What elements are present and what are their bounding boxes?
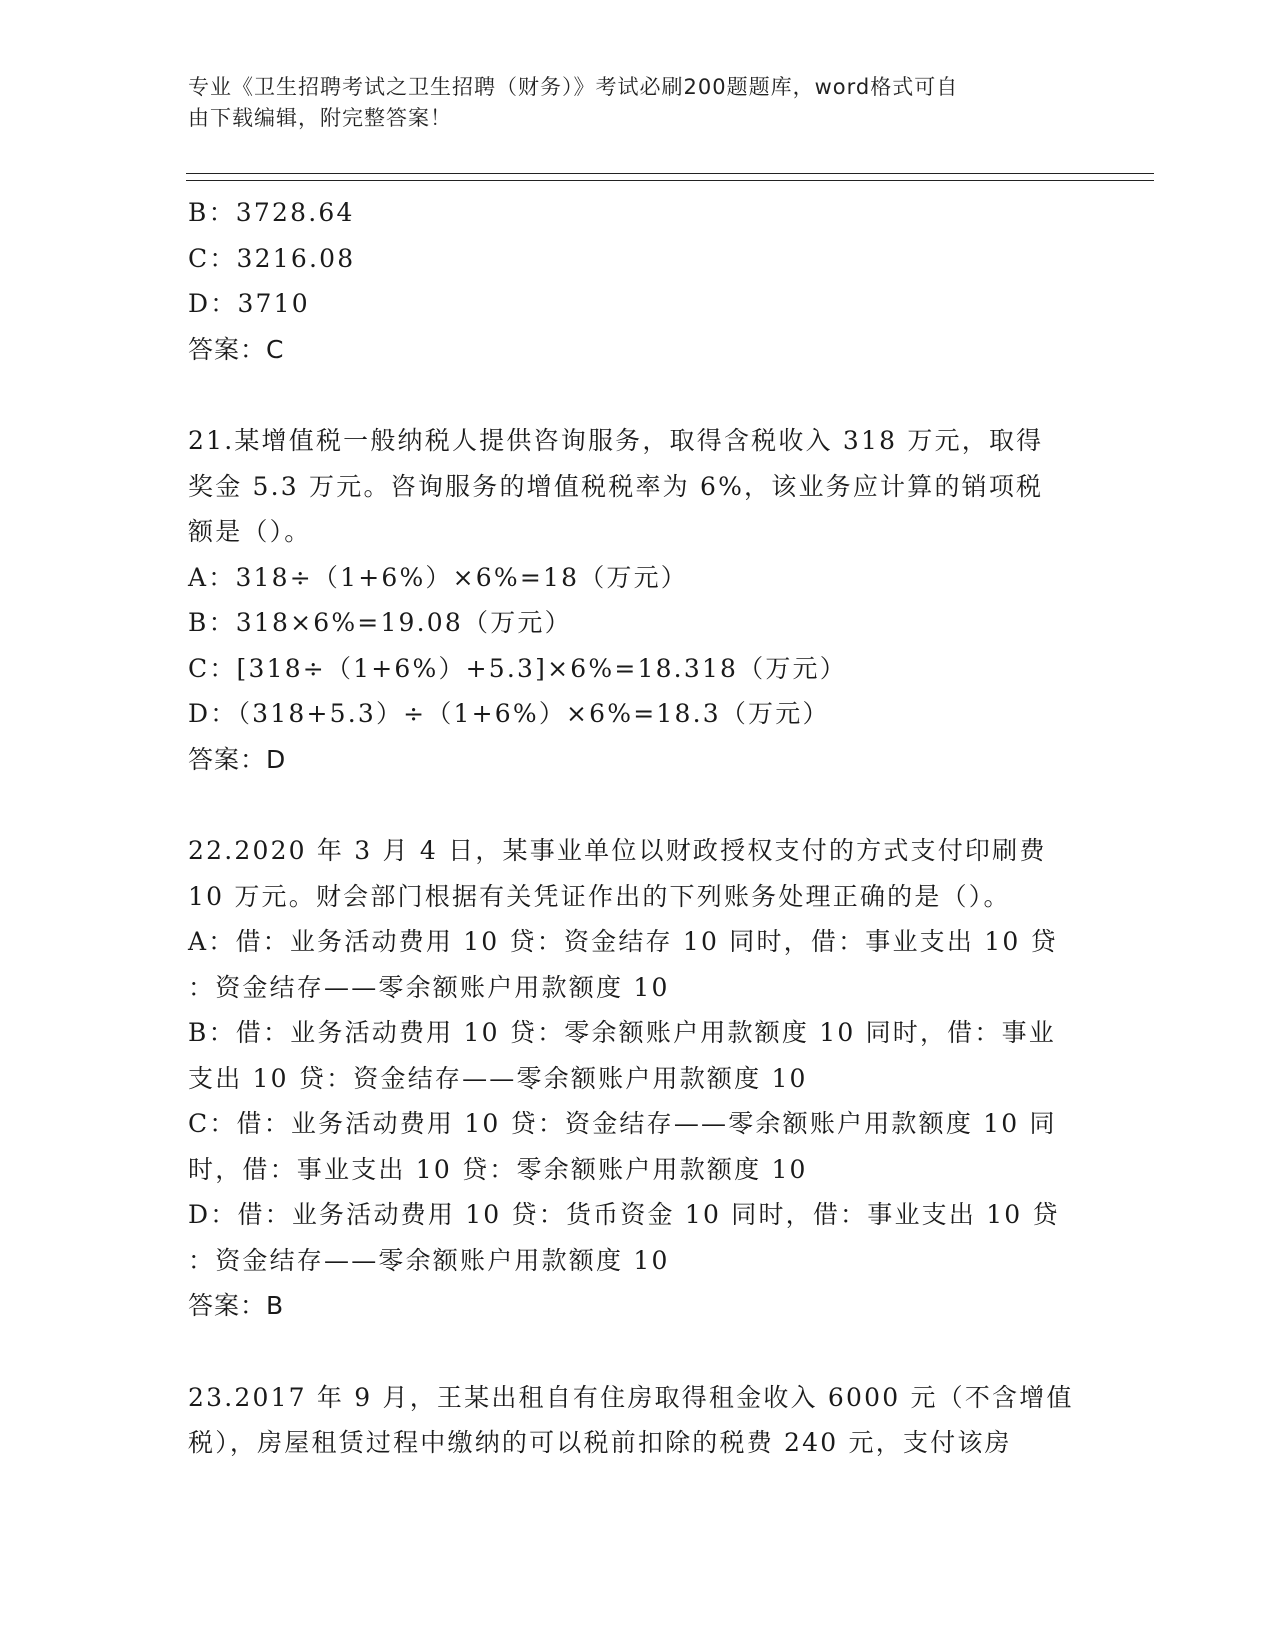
question-stem-line: 23.2017 年 9 月，王某出租自有住房取得租金收入 6000 元（不含增值: [188, 1382, 1074, 1412]
spacer: [188, 782, 1088, 828]
option-a-continued: ：资金结存——零余额账户用款额度 10: [188, 972, 670, 1002]
option-c: C：借：业务活动费用 10 贷：资金结存——零余额账户用款额度 10 同: [188, 1109, 1057, 1138]
question-stem-line: 额是（）。: [188, 517, 312, 546]
option-c-continued: 时，借：事业支出 10 贷：零余额账户用款额度 10: [188, 1154, 808, 1184]
option-b-continued: 支出 10 贷：资金结存——零余额账户用款额度 10: [188, 1063, 808, 1093]
question-20-tail: [188, 190, 1088, 372]
option-d: D：（318+5.3）÷（1+6%）×6%=18.3（万元）: [188, 699, 830, 728]
header-rule-bottom: [186, 180, 1154, 181]
question-21: [188, 418, 1088, 782]
option-c: C：[318÷（1+6%）+5.3]×6%=18.318（万元）: [188, 653, 847, 683]
header-rule-top: [186, 173, 1154, 174]
spacer: [188, 372, 1088, 418]
option-d: D：3710: [188, 289, 310, 318]
answer-line: 答案：B: [188, 1291, 285, 1320]
option-d: D：借：业务活动费用 10 贷：货币资金 10 同时，借：事业支出 10 贷: [188, 1200, 1060, 1229]
option-a: A：借：业务活动费用 10 贷：资金结存 10 同时，借：事业支出 10 贷: [188, 927, 1058, 956]
question-stem-line: 10 万元。财会部门根据有关凭证作出的下列账务处理正确的是（）。: [188, 881, 1011, 911]
page-header: [188, 72, 1068, 134]
answer-line: 答案：D: [188, 744, 287, 774]
question-stem-line: 21.某增值税一般纳税人提供咨询服务，取得含税收入 318 万元，取得: [188, 426, 1044, 455]
question-content: [188, 190, 1088, 1466]
question-23: [188, 1375, 1088, 1466]
option-b: B：3728.64: [188, 198, 355, 227]
option-c: C：3216.08: [188, 243, 356, 273]
option-d-continued: ：资金结存——零余额账户用款额度 10: [188, 1245, 670, 1275]
spacer: [188, 1329, 1088, 1375]
header-line-2: 由下载编辑，附完整答案！: [188, 106, 452, 130]
option-a: A：318÷（1+6%）×6%=18（万元）: [188, 562, 688, 592]
option-b: B：借：业务活动费用 10 贷：零余额账户用款额度 10 同时，借：事业: [188, 1018, 1056, 1047]
answer-line: 答案：C: [188, 334, 285, 364]
question-22: [188, 828, 1088, 1329]
option-b: B：318×6%=19.08（万元）: [188, 608, 572, 637]
question-stem-line: 奖金 5.3 万元。咨询服务的增值税税率为 6%，该业务应计算的销项税: [188, 471, 1044, 501]
question-stem-line: 22.2020 年 3 月 4 日，某事业单位以财政授权支付的方式支付印刷费: [188, 836, 1047, 865]
question-stem-line: 税），房屋租赁过程中缴纳的可以税前扣除的税费 240 元，支付该房: [188, 1428, 1012, 1457]
header-line-1: 专业《卫生招聘考试之卫生招聘（财务）》考试必刷200题题库，word格式可自: [188, 75, 959, 99]
